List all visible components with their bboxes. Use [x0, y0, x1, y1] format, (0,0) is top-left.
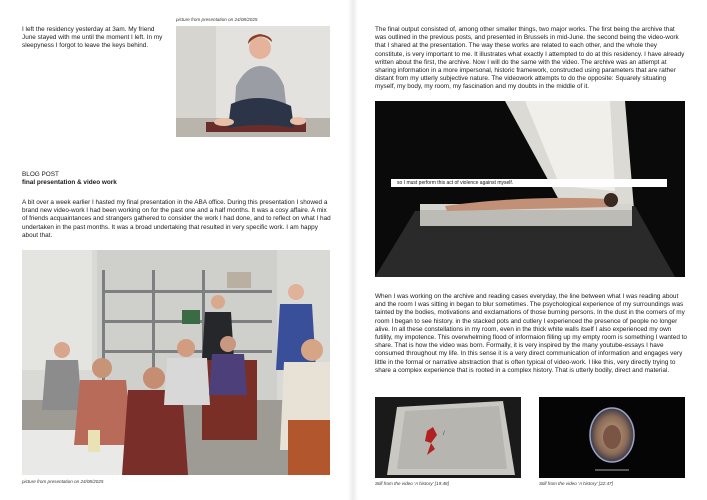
room-paragraph: When I was working on the archive and reading cases everyday, the line between what I was reading about and the room I was sitting in began to blur sometimes. The psychological experience of my surroundings was tainted by the bodies, motivations and exclamations of those burning persons. In the dust in the corners of my room I began to see history. in the stacked pots and cutlery I experienced the presence of people no longer alive. In all these constellations in my room, even in the thick white walls itself I also experienced my own futility, my impotence. This overwhelming flood of informaion filling up my empty room is something I wanted to share. That is how the video was born. Formally, it is very inspired by the many youtube-essays I have consumed throughout my life. In this sense it is a very direct communication of information and engages very little in the formal or narrative abstraction that is often typical of video-work. I like this, very directly trying to share a complex experience that is rooted in a complex history. That is utterly bodily, direct and material. — [375, 293, 687, 374]
archive-paragraph: The final output consisted of, among other smaller things, two major works. The first being the archive that was outlined in the previous posts, and presented in Brussels in mid-June. the second being the video-work that I shared at the presentation. The way these works are related to each other, and the whole they constitute, is very important to me. It illustrates what exactly I attempted to do at this residency. I have already written about the first, the archive. Now I will do the same with the video. The archive was an attempt at sharing information in a more impersonal, historic framework, constructed using parameters that are rather distant from my utterly subjective nature. The videowork attempts to do the opposite: Squarely situating myself, my body, my room, my fascination and my doubts in the middle of it. — [375, 26, 685, 91]
video-subtitle: so I must perform this act of violence against myself. — [391, 179, 667, 187]
video-still-main — [375, 101, 685, 277]
video-still-left — [375, 397, 521, 478]
still-right-caption: Still from the video 'A history' [22:47] — [539, 481, 613, 486]
still-left-caption: Still from the video 'A history' [19:48] — [375, 481, 449, 486]
presentation-audience-photo — [22, 250, 330, 475]
video-still-right — [539, 397, 685, 478]
page-gutter — [348, 0, 358, 500]
top-photo-caption: picture from presentation on 24/08/2025 — [176, 17, 258, 22]
section-heading — [22, 171, 222, 187]
presentation-paragraph: A bit over a week earlier I hasted my final presentation in the ABA office. During this presentation I showed a brand new video-work I had been working on for the past one and a half months. It was a cosy affaire. A mix of friends acquaintances and strangers gathered to consider the work I had done, and to reflect on what I had undertaken in the past months. It was a broad undertaking that resulted in very specific work. I am happy about that. — [22, 199, 331, 239]
section-label: BLOG POST — [22, 171, 59, 178]
presentation-portrait-photo — [176, 26, 330, 137]
intro-paragraph: I left the residency yesterday at 3am. My friend June stayed with me until the moment I left. In my sleepyness I forgot to leave the keys behind. — [22, 26, 163, 50]
section-title: final presentation & video work — [22, 179, 117, 186]
svg-text:/: / — [443, 431, 445, 437]
bottom-photo-caption: picture from presentation on 24/08/2025 — [22, 479, 104, 484]
